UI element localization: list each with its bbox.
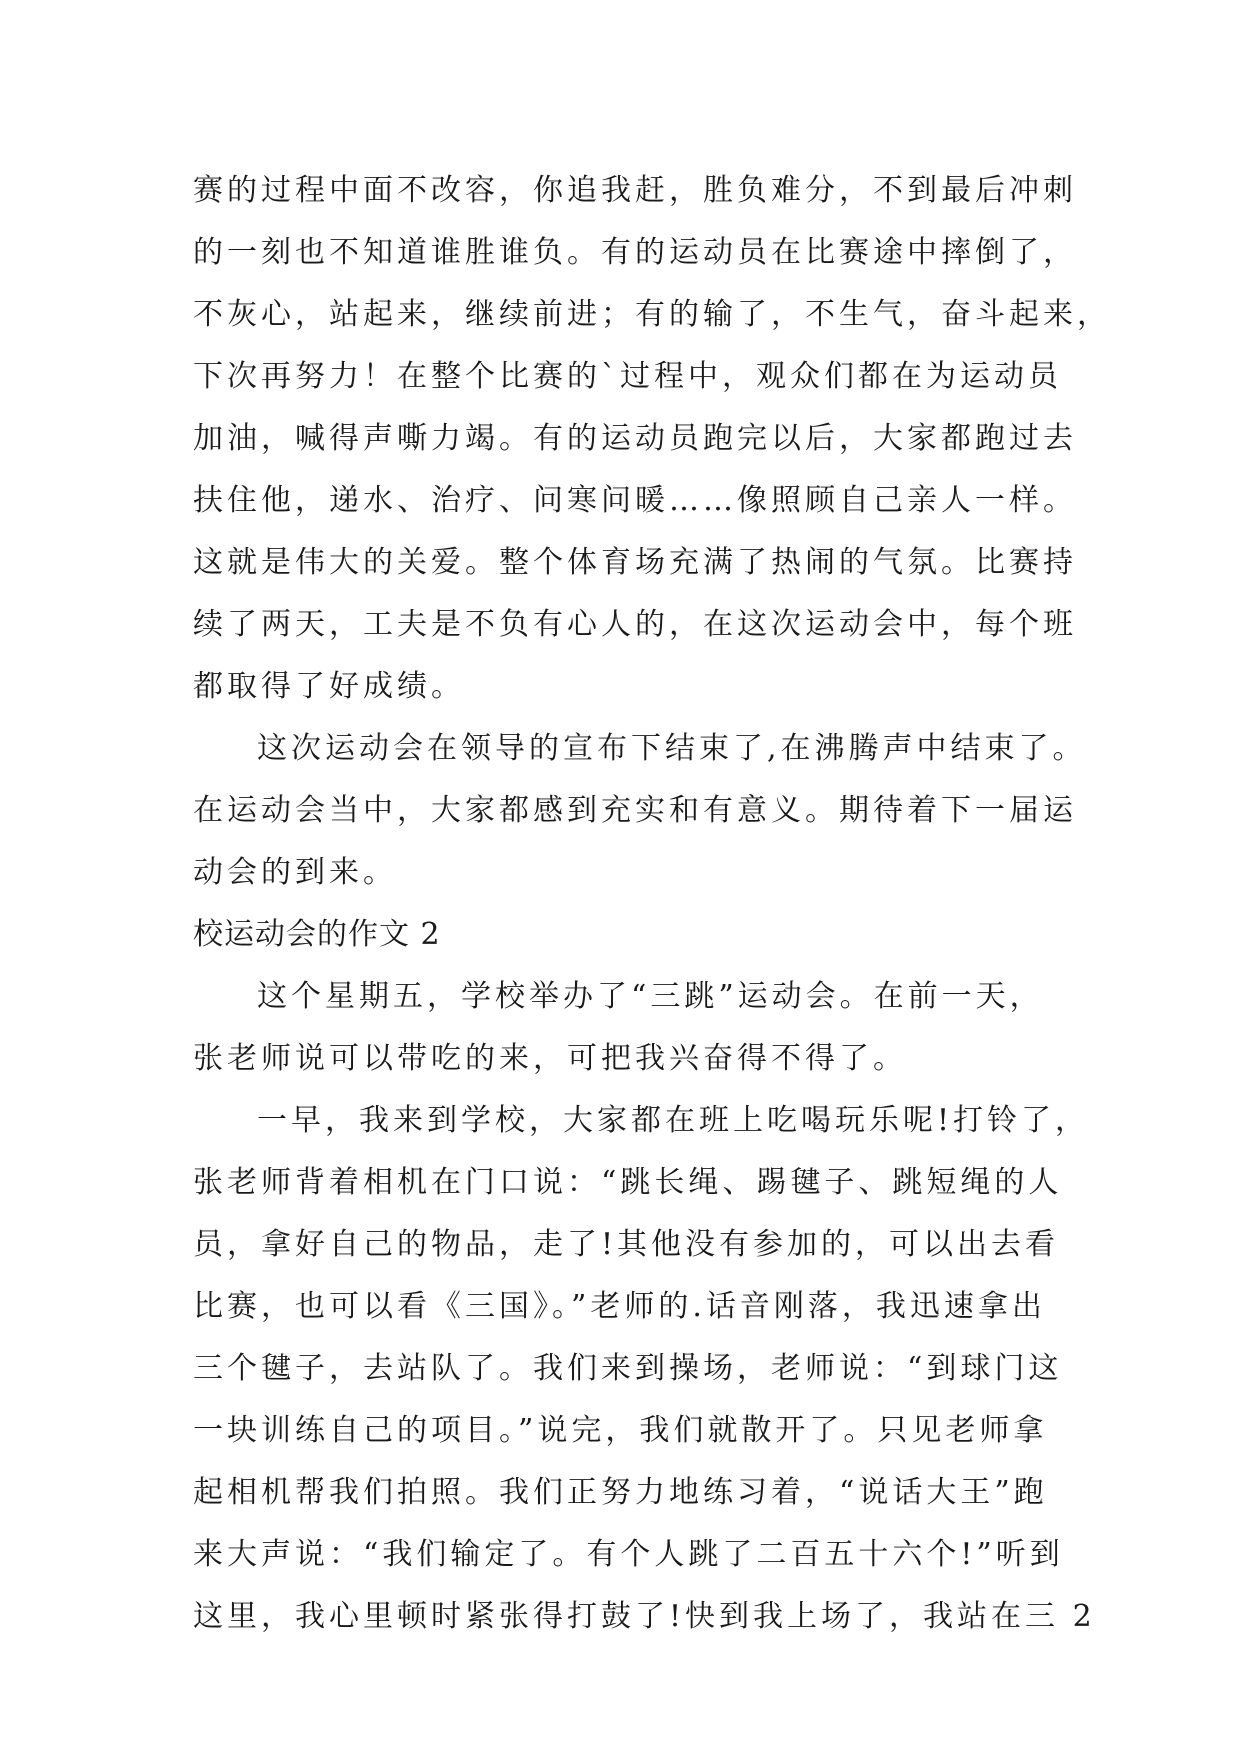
text-line: 续了两天，工夫是不负有心人的，在这次运动会中，每个班 xyxy=(193,607,1077,642)
text-line: 三个毽子，去站队了。我们来到操场，老师说：“到球门这 xyxy=(193,1351,1063,1386)
text-line: 来大声说：“我们输定了。有个人跳了二百五十六个!”听到 xyxy=(193,1537,1064,1572)
text-line: 这次运动会在领导的宣布下结束了,在沸腾声中结束了。 xyxy=(257,731,1087,766)
text-line: 都取得了好成绩。 xyxy=(193,669,465,704)
text-line: 这里，我心里顿时紧张得打鼓了!快到我上场了，我站在三 2 xyxy=(193,1599,1096,1634)
text-line: 下次再努力！在整个比赛的`过程中，观众们都在为运动员 xyxy=(193,359,1062,394)
text-line: 比赛，也可以看《三国》。”老师的.话音刚落，我迅速拿出 xyxy=(193,1289,1046,1324)
text-line: 扶住他，递水、治疗、问寒问暖……像照顾自己亲人一样。 xyxy=(193,483,1077,518)
text-line: 这个星期五，学校举办了“三跳”运动会。在前一天， xyxy=(257,979,1044,1014)
text-line: 一早，我来到学校，大家都在班上吃喝玩乐呢!打铃了， xyxy=(257,1103,1090,1138)
text-line: 在运动会当中，大家都感到充实和有意义。期待着下一届运 xyxy=(193,793,1077,828)
text-line: 动会的到来。 xyxy=(193,855,397,890)
text-line: 赛的过程中面不改容，你追我赶，胜负难分，不到最后冲刺 xyxy=(193,173,1077,208)
text-line: 员，拿好自己的物品，走了!其他没有参加的，可以出去看 xyxy=(193,1227,1060,1262)
text-line: 一块训练自己的项目。”说完，我们就散开了。只见老师拿 xyxy=(193,1413,1048,1448)
text-line: 张老师说可以带吃的来，可把我兴奋得不得了。 xyxy=(193,1041,907,1076)
text-line: 的一刻也不知道谁胜谁负。有的运动员在比赛途中摔倒了， xyxy=(193,235,1077,270)
text-line: 这就是伟大的关爱。整个体育场充满了热闹的气氛。比赛持 xyxy=(193,545,1077,580)
text-line: 张老师背着相机在门口说：“跳长绳、踢毽子、跳短绳的人 xyxy=(193,1165,1063,1200)
text-line: 加油，喊得声嘶力竭。有的运动员跑完以后，大家都跑过去 xyxy=(193,421,1077,456)
section-title: 校运动会的作文 2 xyxy=(193,917,441,952)
text-line: 不灰心，站起来，继续前进；有的输了，不生气，奋斗起来， xyxy=(193,297,1111,332)
document-body xyxy=(193,160,1111,1648)
text-line: 起相机帮我们拍照。我们正努力地练习着，“说话大王”跑 xyxy=(193,1475,1048,1510)
